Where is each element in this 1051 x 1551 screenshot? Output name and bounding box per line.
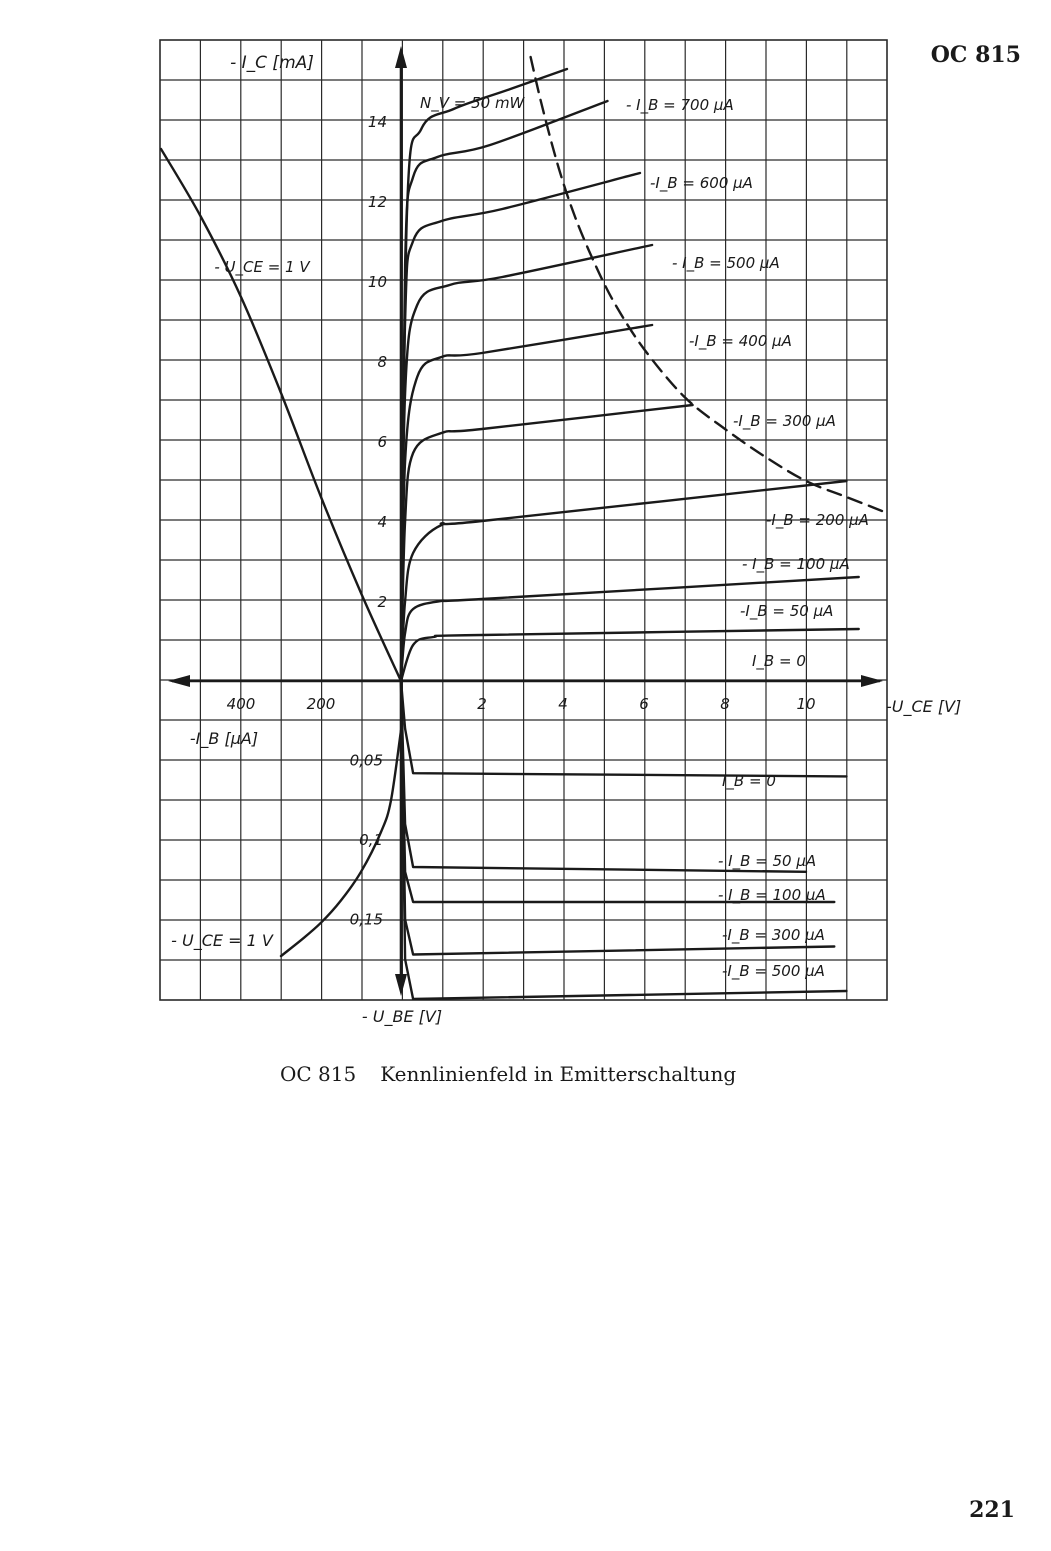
ube-tick-label: 0,1 [359,831,383,849]
arrow-down-icon [395,974,407,996]
ic-tick-label: 2 [377,593,387,611]
power-hyperbola-curve [531,57,887,513]
output-curve-label: -I_B = 600 µA [650,174,753,192]
output-curve-label: -I_B = 300 µA [733,412,836,430]
arrow-left-icon [168,675,190,687]
feedback-curve-label: -I_B = 500 µA [722,962,825,980]
ube-tick-label: 0,05 [349,751,383,770]
output-curve-5 [401,245,652,681]
transfer-curve-label: - U_CE = 1 V [214,258,310,276]
output-curve-label: -I_B = 50 µA [740,602,834,620]
uce-tick-label: 10 [796,695,816,713]
feedback-curve-3 [401,681,834,955]
ic-tick-label: 8 [377,353,387,371]
feedback-curve-label: - I_B = 50 µA [718,852,817,870]
output-curve-label: -I_B = 400 µA [689,332,792,350]
feedback-curve-0 [401,681,847,776]
ic-axis-label: - I_C [mA] [230,53,314,73]
input-curve-label: - U_CE = 1 V [171,931,273,950]
output-curve-4 [401,325,652,681]
labels [171,53,961,1027]
uce-tick-label: 4 [558,695,568,713]
ic-tick-label: 12 [367,193,387,211]
feedback-curve-label: -I_B = 300 µA [722,926,825,944]
power-hyperbola-label: N_V = 50 mW [420,94,525,112]
feedback-curve-label: - I_B = 100 µA [718,886,826,904]
uce-tick-label: 2 [477,695,487,713]
feedback-curve-label: I_B = 0 [722,772,776,790]
ic-tick-label: 4 [377,513,387,531]
arrow-up-icon [395,46,407,68]
output-curve-label: - I_B = 700 µA [626,96,734,114]
uce-axis-label: -U_CE [V] [886,697,962,716]
ib-axis-label: -I_B [µA] [189,729,259,748]
ube-tick-label: 0,15 [349,910,383,929]
uce-tick-label: 6 [639,695,649,713]
uce-tick-label: 8 [720,695,730,713]
arrow-right-icon [861,675,883,687]
output-curve-label: - I_B = 100 µA [742,555,850,573]
page-header: OC 815 [930,42,1021,68]
input-curve [281,730,401,956]
ib-tick-label: 200 [306,695,336,713]
output-curve-label: -I_B = 200 µA [766,511,869,529]
page-number: 221 [969,1497,1015,1523]
ic-tick-label: 10 [367,273,387,291]
ube-axis-label: - U_BE [V] [361,1007,443,1026]
caption-text: Kennlinienfeld in Emitterschaltung [380,1062,737,1086]
output-curve-label: - I_B = 500 µA [672,254,780,272]
figure-caption [280,1062,736,1086]
output-curve-label: I_B = 0 [752,652,806,670]
caption-code: OC 815 [280,1062,357,1086]
ib-tick-label: 400 [226,695,256,713]
ic-tick-label: 14 [367,113,387,131]
ic-tick-label: 6 [377,433,387,451]
